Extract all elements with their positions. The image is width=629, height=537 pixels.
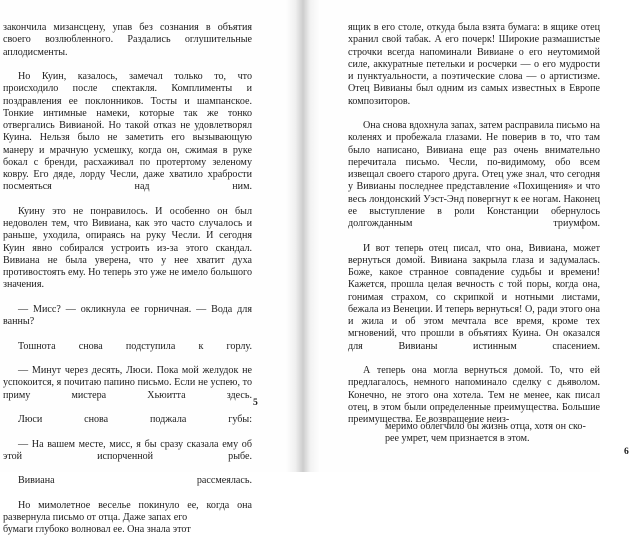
paragraph: — Мисс? — окликнула ее горничная. — Вода для ванны? bbox=[3, 303, 252, 327]
inset-line: меримо облегчило бы жизнь отца, хотя он ско- bbox=[385, 421, 586, 432]
paragraph: Она снова вдохнула запах, затем расправила письмо на коленях и пробежала глазами. Не поверив в то, что там было написано, Вивиана еще раз очень внимательно перечитала письмо. Чесли, по-видимому, обо всем извещал своего старого друга. Отец уже знал, что сегодня у Вивианы последнее представление «Похищения» и что весь лондонский Уэст-Энд повергнут к ее ногам. Наконец ее выступление в роли Констанции обернулось долгожданным триумфом. bbox=[348, 120, 600, 229]
paragraph: закончила мизансцену, упав без сознания в объятия своего возлюбленного. Раздались оглушительные аплодисменты. bbox=[3, 22, 252, 58]
left-page-text-block bbox=[3, 22, 252, 537]
right-page bbox=[310, 0, 629, 472]
right-page-text-block bbox=[348, 22, 600, 426]
paragraph: Но мимолетное веселье покинуло ее, когда она развернула письмо от отца. Даже запах его bbox=[3, 499, 252, 523]
inset-line: рее умрет, чем признается в этом. bbox=[385, 433, 530, 445]
left-page bbox=[0, 0, 290, 536]
paragraph: И вот теперь отец писал, что она, Вивиана, может вернуться домой. Вивиана закрыла глаза и задумалась. Боже, какое странное совпадение судьбы и времени! Кажется, прошла целая вечность с той поры, когда она, гонимая страхом, со скрипкой и нотными листами, бежала из Венеции. И теперь вернуться! О, ради этого она и жила и об этом мечтала все время, кроме тех мгновений, что прошли в объятиях Куина. Он оказался для Вивианы истинным спасением. bbox=[348, 242, 600, 352]
paragraph: Люси снова поджала губы: bbox=[18, 414, 252, 425]
paragraph-tail-line: бумаги глубоко волновал ее. Она знала этот bbox=[3, 524, 191, 536]
paragraph: — На вашем месте, мисс, я бы сразу сказала ему об этой испорченной рыбе. bbox=[3, 438, 252, 462]
paragraph: ящик в его столе, откуда была взята бумага: в ящике отец хранил свой табак. А его почерк! Широкие размашистые строчки всегда напоминали Вивиане о его неутомимой силе, аккуратные петельки и росчерки — о его мудрости и пунктуальности, а поэтические слова — о артистизме. Отец Вивианы был одним из самых известных в Европе композиторов. bbox=[348, 22, 600, 107]
paragraph: Тошнота снова подступила к горлу. bbox=[18, 340, 252, 352]
paragraph: А теперь она могла вернуться домой. То, что ей предлагалось, немного напоминало сделку с дьяволом. Конечно, не этого она хотела. Тем не менее, как писал отец, в этом были определенные преимущества. Большие преимущества. Ее возвращение неиз- bbox=[348, 365, 600, 425]
paragraph: Но Куин, казалось, замечал только то, что происходило после спектакля. Комплименты и поздравления ее поклонников. Тосты и шампанское. Тонкие интимные намеки, которые так же тонко отвергались Вивианой. Но такой отказ не удовлетворял Куина. Нельзя было не заметить его вызывающую манеру и мрачную усмешку, когда он, сжимая в руке бокал с бренди, расхаживал по протертому зеленому ковру. Его дяде, лорду Чесли, даже хватило храбрости посмеяться над ним. bbox=[3, 71, 252, 193]
page-number-right: 6 bbox=[624, 446, 629, 457]
right-page-inset-lines bbox=[385, 421, 600, 446]
paragraph: Куину это не понравилось. И особенно он был недоволен тем, что Вивиана, как это часто случалось и раньше, уходила, опираясь на руку Чесли. И сегодня Куин явно собирался устроить из-за этого скандал. Вивиана не была уверена, что у нее хватит духа противостоять ему. Но теперь это уже не имело большого значения. bbox=[3, 205, 252, 291]
paragraph: — Минут через десять, Люси. Пока мой желудок не успокоится, я почитаю папино письмо. Если не успею, то приму мистера Хьюитта здесь. bbox=[3, 365, 252, 401]
paragraph: Вивиана рассмеялась. bbox=[18, 475, 252, 487]
page-number-left: 5 bbox=[253, 397, 258, 408]
